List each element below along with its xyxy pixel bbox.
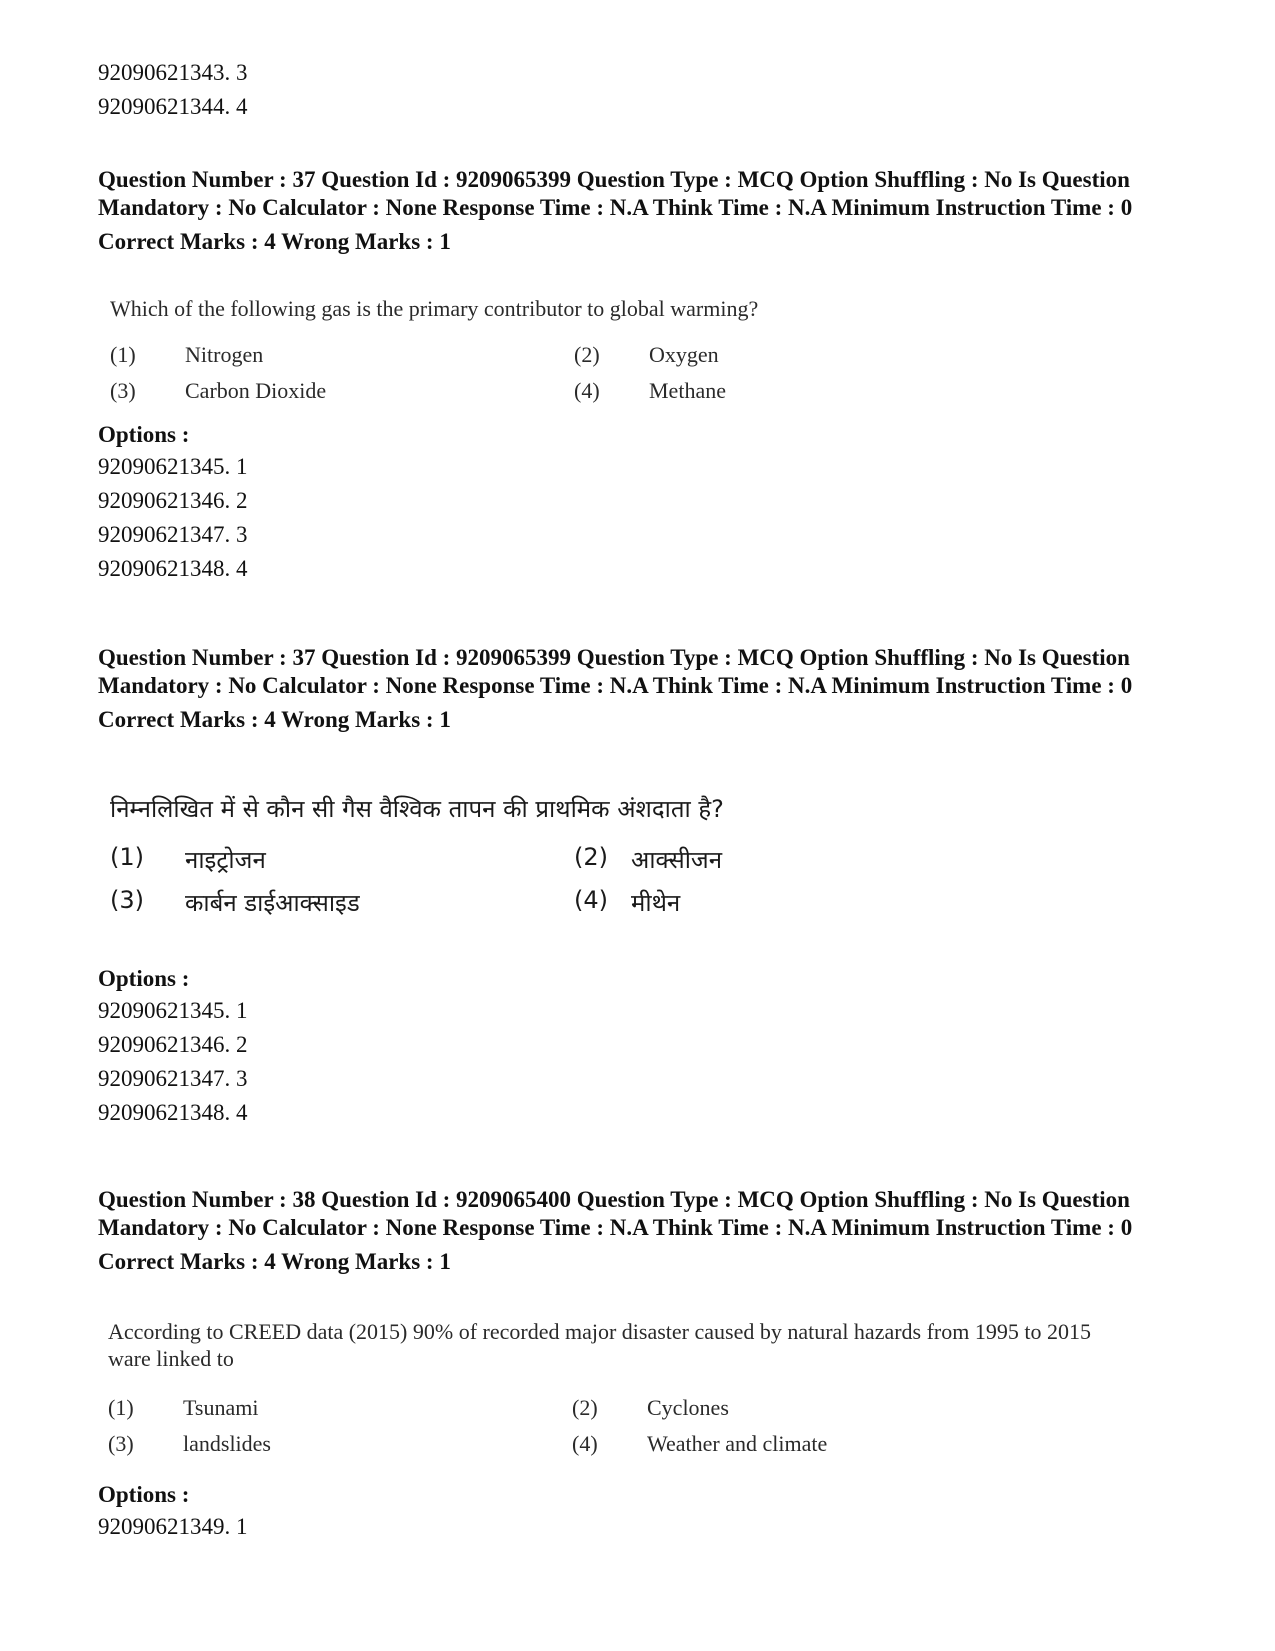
question-header-37-hindi [98, 644, 1178, 734]
options-label: Options : [98, 966, 190, 991]
choice-text: Cyclones [647, 1395, 729, 1420]
question-meta: Question Number : 37 Question Id : 9209065399 Question Type : MCQ Option Shuffling : No Is Question Mandatory : No Calculator : None Response Time : N.A Think Time : N.A Minimum Instruction Time : 0 [98, 645, 1133, 698]
choice-number: (2) [574, 342, 600, 367]
choice-text: Nitrogen [185, 342, 264, 367]
prev-options-list [98, 56, 1178, 124]
choice-number: (4) [572, 1431, 598, 1456]
choice-text: Weather and climate [647, 1431, 828, 1456]
choice-number: (3) [110, 886, 144, 914]
choice-number: (3) [108, 1431, 134, 1456]
option-line: 92090621346. 2 [98, 1032, 248, 1057]
question-text: निम्नलिखित में से कौन सी गैस वैश्विक तापन की प्राथमिक अंशदाता है? [110, 795, 724, 823]
choice-text: Methane [649, 378, 726, 403]
choice-text: Carbon Dioxide [185, 378, 327, 403]
choice-text: नाइट्रोजन [185, 846, 266, 874]
choice-number: (2) [574, 843, 608, 871]
option-line: 92090621348. 4 [98, 556, 248, 581]
options-section [98, 1480, 1178, 1544]
question-meta: Question Number : 38 Question Id : 9209065400 Question Type : MCQ Option Shuffling : No Is Question Mandatory : No Calculator : None Response Time : N.A Think Time : N.A Minimum Instruction Time : 0 [98, 1187, 1133, 1240]
question-marks: Correct Marks : 4 Wrong Marks : 1 [98, 229, 451, 254]
option-line: 92090621347. 3 [98, 1066, 248, 1091]
option-line: 92090621346. 2 [98, 488, 248, 513]
choice-number: (1) [110, 342, 136, 367]
option-line: 92090621345. 1 [98, 998, 248, 1023]
choice-number: (2) [572, 1395, 598, 1420]
option-line: 92090621345. 1 [98, 454, 248, 479]
option-line: 92090621344. 4 [98, 94, 248, 119]
choice-text: कार्बन डाईआक्साइड [185, 889, 360, 917]
option-line: 92090621343. 3 [98, 60, 248, 85]
options-section [98, 964, 1178, 1130]
question-text: Which of the following gas is the primary contributor to global warming? [110, 296, 759, 321]
option-line: 92090621349. 1 [98, 1514, 248, 1539]
choice-number: (1) [108, 1395, 134, 1420]
question-marks: Correct Marks : 4 Wrong Marks : 1 [98, 1249, 451, 1274]
question-marks: Correct Marks : 4 Wrong Marks : 1 [98, 707, 451, 732]
option-line: 92090621347. 3 [98, 522, 248, 547]
choice-text: Oxygen [649, 342, 719, 367]
choice-number: (4) [574, 886, 608, 914]
question-meta: Question Number : 37 Question Id : 9209065399 Question Type : MCQ Option Shuffling : No Is Question Mandatory : No Calculator : None Response Time : N.A Think Time : N.A Minimum Instruction Time : 0 [98, 167, 1133, 220]
options-section [98, 420, 1178, 586]
choice-number: (4) [574, 378, 600, 403]
question-header-38 [98, 1186, 1178, 1276]
options-label: Options : [98, 422, 190, 447]
choice-text: landslides [183, 1431, 271, 1456]
options-label: Options : [98, 1482, 190, 1507]
option-line: 92090621348. 4 [98, 1100, 248, 1125]
question-header-37-english [98, 166, 1178, 256]
question-text: According to CREED data (2015) 90% of recorded major disaster caused by natural hazards from 1995 to 2015 ware linked to [108, 1319, 1091, 1371]
choice-text: आक्सीजन [631, 846, 723, 874]
choice-text: मीथेन [631, 889, 681, 917]
choice-number: (3) [110, 378, 136, 403]
choice-number: (1) [110, 843, 144, 871]
choice-text: Tsunami [183, 1395, 259, 1420]
